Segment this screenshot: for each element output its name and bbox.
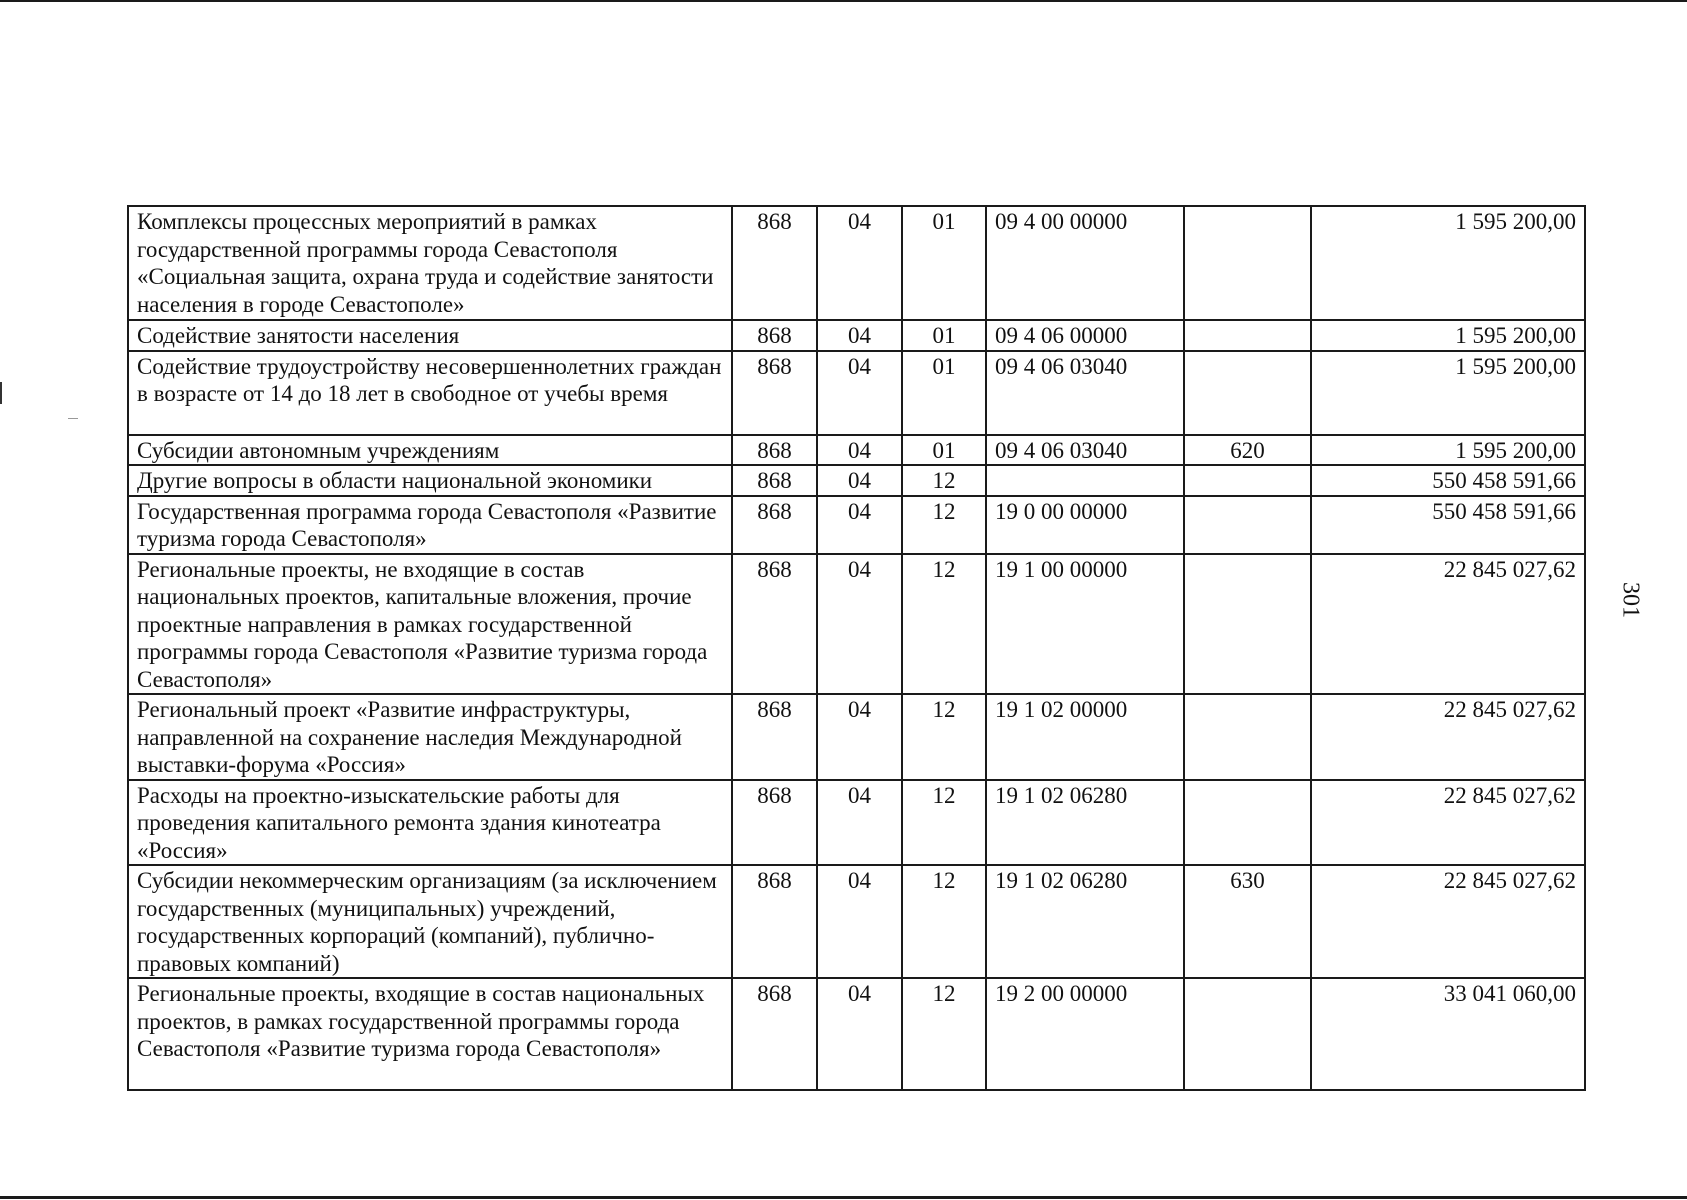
row-grbs: 868	[732, 554, 817, 695]
row-name: Содействие трудоустройству несовершеннолетних граждан в возрасте от 14 до 18 лет в свободное от учебы время	[128, 351, 732, 435]
table-row	[128, 865, 1585, 978]
row-section: 04	[817, 465, 902, 496]
row-section: 04	[817, 554, 902, 695]
table-row	[128, 320, 1585, 351]
row-grbs: 868	[732, 496, 817, 554]
row-name: Региональный проект «Развитие инфраструктуры, направленной на сохранение наследия Международной выставки-форума «Россия»	[128, 694, 732, 780]
row-expense-type: 630	[1184, 865, 1311, 978]
scan-left-mark	[0, 382, 2, 404]
row-sum: 22 845 027,62	[1311, 694, 1585, 780]
row-sum: 22 845 027,62	[1311, 865, 1585, 978]
row-section: 04	[817, 978, 902, 1090]
row-section: 04	[817, 351, 902, 435]
row-grbs: 868	[732, 978, 817, 1090]
row-target-article: 19 1 00 00000	[986, 554, 1184, 695]
row-subsection: 12	[902, 465, 986, 496]
row-target-article: 19 0 00 00000	[986, 496, 1184, 554]
row-sum: 1 595 200,00	[1311, 435, 1585, 466]
table-row	[128, 465, 1585, 496]
row-subsection: 01	[902, 351, 986, 435]
row-subsection: 01	[902, 435, 986, 466]
table-row	[128, 206, 1585, 320]
row-expense-type	[1184, 320, 1311, 351]
scan-bottom-edge	[0, 1196, 1687, 1199]
scan-top-edge	[0, 0, 1687, 2]
row-sum: 1 595 200,00	[1311, 320, 1585, 351]
row-grbs: 868	[732, 206, 817, 320]
row-grbs: 868	[732, 435, 817, 466]
row-grbs: 868	[732, 351, 817, 435]
row-subsection: 12	[902, 554, 986, 695]
row-subsection: 12	[902, 694, 986, 780]
row-grbs: 868	[732, 865, 817, 978]
table-row	[128, 351, 1585, 435]
row-section: 04	[817, 865, 902, 978]
table-row	[128, 435, 1585, 466]
row-target-article	[986, 465, 1184, 496]
row-expense-type	[1184, 351, 1311, 435]
budget-table	[127, 205, 1586, 1091]
row-target-article: 19 2 00 00000	[986, 978, 1184, 1090]
row-name: Другие вопросы в области национальной экономики	[128, 465, 732, 496]
row-sum: 1 595 200,00	[1311, 351, 1585, 435]
row-name: Региональные проекты, входящие в состав национальных проектов, в рамках государственной программы города Севастополя «Развитие туризма города Севастополя»	[128, 978, 732, 1090]
row-grbs: 868	[732, 780, 817, 866]
table-row	[128, 780, 1585, 866]
row-name: Субсидии автономным учреждениям	[128, 435, 732, 466]
row-grbs: 868	[732, 320, 817, 351]
row-section: 04	[817, 435, 902, 466]
row-sum: 22 845 027,62	[1311, 554, 1585, 695]
table-row	[128, 554, 1585, 695]
row-target-article: 19 1 02 06280	[986, 780, 1184, 866]
row-target-article: 19 1 02 00000	[986, 694, 1184, 780]
row-target-article: 09 4 06 03040	[986, 351, 1184, 435]
row-name: Комплексы процессных мероприятий в рамках государственной программы города Севастополя «Социальная защита, охрана труда и содействие занятости населения в городе Севастополе»	[128, 206, 732, 320]
row-subsection: 12	[902, 978, 986, 1090]
row-section: 04	[817, 496, 902, 554]
row-section: 04	[817, 694, 902, 780]
row-expense-type	[1184, 496, 1311, 554]
row-sum: 22 845 027,62	[1311, 780, 1585, 866]
row-target-article: 09 4 06 00000	[986, 320, 1184, 351]
row-grbs: 868	[732, 465, 817, 496]
row-sum: 550 458 591,66	[1311, 496, 1585, 554]
row-subsection: 12	[902, 780, 986, 866]
scan-artifact	[68, 418, 78, 419]
row-expense-type	[1184, 978, 1311, 1090]
table-row	[128, 496, 1585, 554]
table-row	[128, 694, 1585, 780]
row-expense-type	[1184, 554, 1311, 695]
page-number: 301	[1617, 582, 1644, 618]
row-name: Региональные проекты, не входящие в состав национальных проектов, капитальные вложения, прочие проектные направления в рамках государственной программы города Севастополя «Развитие туризма города Севастополя»	[128, 554, 732, 695]
row-subsection: 12	[902, 865, 986, 978]
row-expense-type	[1184, 780, 1311, 866]
row-expense-type: 620	[1184, 435, 1311, 466]
row-subsection: 01	[902, 320, 986, 351]
row-name: Расходы на проектно-изыскательские работы для проведения капитального ремонта здания кинотеатра «Россия»	[128, 780, 732, 866]
row-subsection: 01	[902, 206, 986, 320]
row-grbs: 868	[732, 694, 817, 780]
row-section: 04	[817, 320, 902, 351]
row-sum: 550 458 591,66	[1311, 465, 1585, 496]
table-row	[128, 978, 1585, 1090]
row-name: Субсидии некоммерческим организациям (за исключением государственных (муниципальных) учреждений, государственных корпораций (компаний), публично-правовых компаний)	[128, 865, 732, 978]
row-subsection: 12	[902, 496, 986, 554]
row-expense-type	[1184, 206, 1311, 320]
row-section: 04	[817, 780, 902, 866]
row-expense-type	[1184, 694, 1311, 780]
row-sum: 1 595 200,00	[1311, 206, 1585, 320]
row-sum: 33 041 060,00	[1311, 978, 1585, 1090]
row-target-article: 19 1 02 06280	[986, 865, 1184, 978]
row-expense-type	[1184, 465, 1311, 496]
row-target-article: 09 4 00 00000	[986, 206, 1184, 320]
row-name: Государственная программа города Севастополя «Развитие туризма города Севастополя»	[128, 496, 732, 554]
row-name: Содействие занятости населения	[128, 320, 732, 351]
row-section: 04	[817, 206, 902, 320]
row-target-article: 09 4 06 03040	[986, 435, 1184, 466]
